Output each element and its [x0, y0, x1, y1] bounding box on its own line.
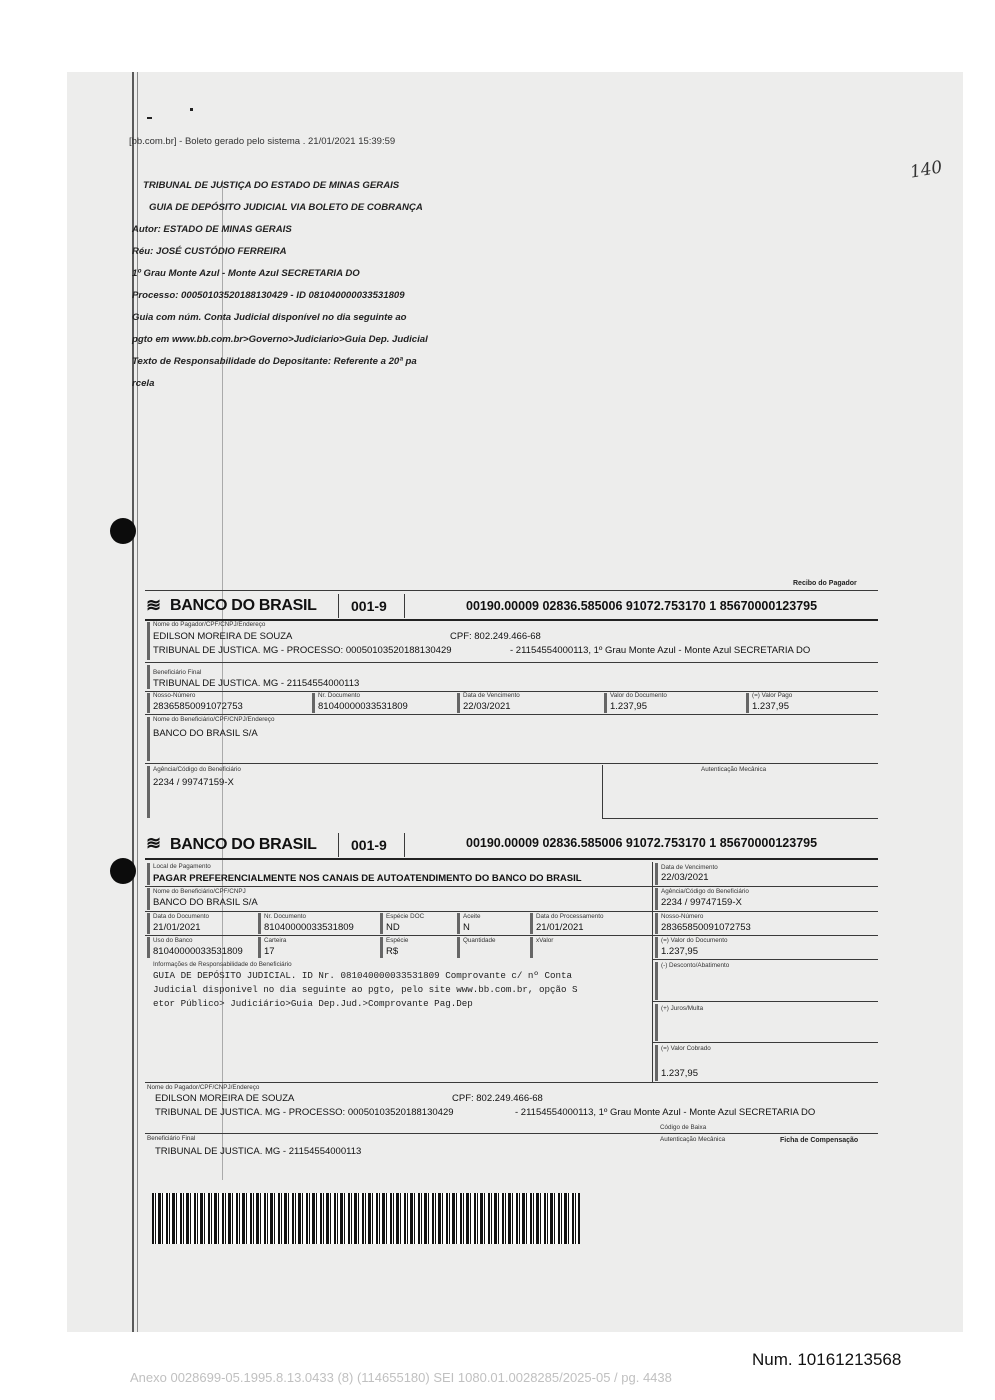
field-marker	[147, 766, 150, 818]
receipt-doc-value-label: Valor do Documento	[610, 692, 667, 699]
code-divider	[404, 833, 405, 857]
slip-place-label: Local de Pagamento	[153, 863, 211, 870]
slip-quantity-label: Quantidade	[463, 937, 496, 944]
field-marker	[312, 693, 315, 713]
slip-doc-type: ND	[386, 922, 400, 933]
field-marker	[655, 913, 658, 934]
receipt-payer-address-2: - 21154554000113, 1º Grau Monte Azul - Monte Azul SECRETARIA DO	[510, 645, 811, 656]
binding-line-left	[132, 72, 134, 1332]
slip-accept-label: Aceite	[463, 913, 481, 920]
bank-code: 001-9	[351, 598, 387, 614]
header-line-process: Processo: 00050103520188130429 - ID 081040000033531809	[132, 290, 405, 301]
slip-our-number-label: Nosso-Número	[661, 913, 704, 920]
scan-speck	[147, 117, 152, 119]
row-rule	[145, 1133, 878, 1134]
slip-due: 22/03/2021	[661, 872, 709, 883]
field-marker	[530, 913, 533, 934]
slip-doc-value: 1.237,95	[661, 946, 698, 957]
header-line-author: Autor: ESTADO DE MINAS GERAIS	[132, 224, 292, 235]
receipt-agency: 2234 / 99747159-X	[153, 777, 234, 788]
slip-doc-date: 21/01/2021	[153, 922, 201, 933]
receipt-agency-label: Agência/Código do Beneficiário	[153, 766, 241, 773]
receipt-final-beneficiary-label: Beneficiário Final	[153, 669, 202, 676]
scan-speck	[190, 108, 193, 111]
slip-compensation-label: Ficha de Compensação	[780, 1137, 859, 1144]
row-rule	[652, 1001, 878, 1002]
field-marker	[655, 962, 658, 1000]
logo-divider	[338, 594, 339, 618]
slip-info-line-3: etor Público> Judiciário>Guia Dep.Jud.>Comprovante Pag.Dep	[153, 998, 473, 1009]
receipt-due-date: 22/03/2021	[463, 701, 511, 712]
slip-agency: 2234 / 99747159-X	[661, 897, 742, 908]
bb-logo-icon: ≋	[146, 833, 162, 853]
field-marker	[457, 913, 460, 934]
header-line-defendant: Réu: JOSÉ CUSTÓDIO FERREIRA	[132, 246, 287, 257]
field-marker	[655, 1004, 658, 1041]
slip-write-off-label: Código de Baixa	[660, 1124, 707, 1131]
slip-bank-use-label: Uso do Banco	[153, 937, 193, 944]
receipt-top-rule	[145, 590, 878, 591]
slip-payer-name: EDILSON MOREIRA DE SOUZA	[155, 1093, 295, 1104]
digitable-line: 00190.00009 02836.585006 91072.753170 1 85670000123795	[466, 836, 818, 850]
field-marker	[147, 863, 150, 885]
slip-our-number: 28365850091072753	[661, 922, 751, 933]
handwritten-page-number: 140	[908, 157, 944, 183]
receipt-final-beneficiary: TRIBUNAL DE JUSTICA. MG - 21154554000113	[153, 678, 360, 689]
punch-hole-bottom	[110, 858, 136, 884]
field-marker	[655, 937, 658, 958]
field-marker	[147, 888, 150, 910]
slip-right-column-divider	[652, 862, 653, 1082]
slip-doc-nr-label: Nr. Documento	[264, 913, 306, 920]
slip-doc-type-label: Espécie DOC	[386, 913, 425, 920]
field-marker	[147, 717, 150, 761]
slip-beneficiary-label: Nome do Beneficiário/CPF/CNPJ	[153, 888, 246, 895]
row-rule	[652, 959, 878, 960]
field-marker	[147, 693, 150, 713]
receipt-beneficiary: BANCO DO BRASIL S/A	[153, 728, 258, 739]
slip-doc-value-label: (=) Valor do Documento	[661, 937, 728, 944]
field-marker	[258, 913, 261, 934]
receipt-payer-label: Nome do Pagador/CPF/CNPJ/Endereço	[153, 621, 266, 628]
field-marker	[746, 693, 749, 713]
slip-beneficiary: BANCO DO BRASIL S/A	[153, 897, 258, 908]
row-rule	[145, 911, 878, 912]
slip-species: R$	[386, 946, 399, 957]
slip-proc-date: 21/01/2021	[536, 922, 584, 933]
field-marker	[655, 888, 658, 910]
row-rule	[652, 1042, 878, 1043]
receipt-doc-number-label: Nr. Documento	[318, 692, 360, 699]
slip-place: PAGAR PREFERENCIALMENTE NOS CANAIS DE AUTOATENDIMENTO DO BANCO DO BRASIL	[153, 873, 582, 884]
receipt-due-date-label: Data de Vencimento	[463, 692, 520, 699]
slip-payer-address-2: - 21154554000113, 1º Grau Monte Azul - Monte Azul SECRETARIA DO	[515, 1107, 816, 1118]
slip-info-label: Informações de Responsabilidade do Beneficiário	[153, 961, 292, 968]
punch-hole-top	[110, 518, 136, 544]
row-rule	[145, 935, 878, 936]
header-line-responsibility-cont: rcela	[132, 378, 155, 389]
bank-logo-text: BANCO DO BRASIL	[170, 836, 317, 853]
header-line-info-1: Guia com núm. Conta Judicial disponível no dia seguinte ao	[132, 312, 407, 323]
receipt-payer-name: EDILSON MOREIRA DE SOUZA	[153, 631, 293, 642]
slip-doc-nr: 81040000033531809	[264, 922, 354, 933]
field-marker	[258, 937, 261, 958]
row-rule	[145, 662, 878, 663]
header-line-court: TRIBUNAL DE JUSTIÇA DO ESTADO DE MINAS GERAIS	[143, 180, 400, 191]
row-rule	[145, 763, 878, 764]
row-rule	[145, 886, 878, 887]
receipt-our-number-label: Nosso-Número	[153, 692, 196, 699]
receipt-payer-address-1: TRIBUNAL DE JUSTICA. MG - PROCESSO: 00050103520188130429	[153, 645, 452, 656]
slip-bank-use: 81040000033531809	[153, 946, 243, 957]
binding-line-right	[137, 72, 138, 1332]
slip-auth-label: Autenticação Mecânica	[660, 1136, 726, 1143]
slip-payer-label: Nome do Pagador/CPF/CNPJ/Endereço	[147, 1084, 260, 1091]
code-divider	[404, 594, 405, 618]
field-marker	[457, 937, 460, 958]
field-marker	[655, 863, 658, 885]
field-marker	[530, 937, 533, 958]
receipt-doc-number: 81040000033531809	[318, 701, 408, 712]
slip-due-label: Data de Vencimento	[661, 864, 718, 871]
slip-final-beneficiary-label: Beneficiário Final	[147, 1135, 196, 1142]
receipt-payer-cpf: CPF: 802.249.466-68	[450, 631, 541, 642]
slip-info-line-2: Judicial disponivel no dia seguinte ao pgto, pelo site www.bb.com.br, opção S	[153, 984, 578, 995]
header-line-guide: GUIA DE DEPÓSITO JUDICIAL VIA BOLETO DE COBRANÇA	[149, 202, 423, 213]
annex-reference: Anexo 0028699-05.1995.8.13.0433 (8) (114655180) SEI 1080.01.0028285/2025-05 / pg. 4438	[130, 1370, 672, 1385]
field-marker	[147, 937, 150, 958]
field-marker	[147, 665, 150, 689]
receipt-doc-value: 1.237,95	[610, 701, 647, 712]
digitable-line: 00190.00009 02836.585006 91072.753170 1 85670000123795	[466, 599, 818, 613]
slip-payer-address-1: TRIBUNAL DE JUSTICA. MG - PROCESSO: 00050103520188130429	[155, 1107, 454, 1118]
header-line-responsibility: Texto de Responsabilidade do Depositante: Referente a 20ª pa	[132, 356, 417, 367]
receipt-title: Recibo do Pagador	[793, 580, 857, 587]
slip-interest-label: (+) Juros/Multa	[661, 1005, 704, 1012]
slip-discount-label: (-) Desconto/Abatimento	[661, 962, 730, 969]
header-line-info-2: pgto em www.bb.com.br>Governo>Judiciario>Guia Dep. Judicial	[132, 334, 428, 345]
receipt-paid-value-label: (=) Valor Pago	[752, 692, 793, 699]
field-marker	[147, 913, 150, 934]
field-marker	[380, 913, 383, 934]
header-line-court-unit: 1º Grau Monte Azul - Monte Azul SECRETARIA DO	[132, 268, 360, 279]
slip-header-rule	[145, 858, 878, 860]
row-rule	[602, 818, 878, 819]
slip-wallet-label: Carteira	[264, 937, 287, 944]
receipt-paid-value: 1.237,95	[752, 701, 789, 712]
bb-logo-icon: ≋	[146, 595, 162, 615]
field-marker	[655, 1045, 658, 1081]
slip-agency-label: Agência/Código do Beneficiário	[661, 888, 749, 895]
slip-charged-label: (=) Valor Cobrado	[661, 1045, 711, 1052]
row-rule	[145, 714, 878, 715]
logo-divider	[338, 833, 339, 857]
slip-wallet: 17	[264, 946, 275, 957]
slip-info-line-1: GUIA DE DEPÓSITO JUDICIAL. ID Nr. 081040000033531809 Comprovante c/ nº Conta	[153, 970, 573, 981]
row-rule	[145, 1082, 878, 1083]
auth-divider	[602, 765, 603, 818]
slip-charged: 1.237,95	[661, 1068, 698, 1079]
field-marker	[380, 937, 383, 958]
field-marker	[147, 622, 150, 660]
receipt-beneficiary-label: Nome do Beneficiário/CPF/CNPJ/Endereço	[153, 716, 275, 723]
bank-logo-text: BANCO DO BRASIL	[170, 597, 317, 614]
receipt-auth-label: Autenticação Mecânica	[701, 766, 767, 773]
slip-final-beneficiary: TRIBUNAL DE JUSTICA. MG - 21154554000113	[155, 1146, 362, 1157]
slip-payer-cpf: CPF: 802.249.466-68	[452, 1093, 543, 1104]
slip-xvalue-label: xValor	[536, 937, 554, 944]
system-generated-line: [bb.com.br] - Boleto gerado pelo sistema . 21/01/2021 15:39:59	[129, 136, 396, 147]
slip-doc-date-label: Data do Documento	[153, 913, 210, 920]
slip-species-label: Espécie	[386, 937, 409, 944]
bank-code: 001-9	[351, 837, 387, 853]
receipt-our-number: 28365850091072753	[153, 701, 243, 712]
slip-accept: N	[463, 922, 470, 933]
document-number: Num. 10161213568	[752, 1350, 902, 1369]
field-marker	[457, 693, 460, 713]
slip-proc-date-label: Data do Processamento	[536, 913, 604, 920]
field-marker	[604, 693, 607, 713]
payment-barcode	[152, 1193, 580, 1244]
